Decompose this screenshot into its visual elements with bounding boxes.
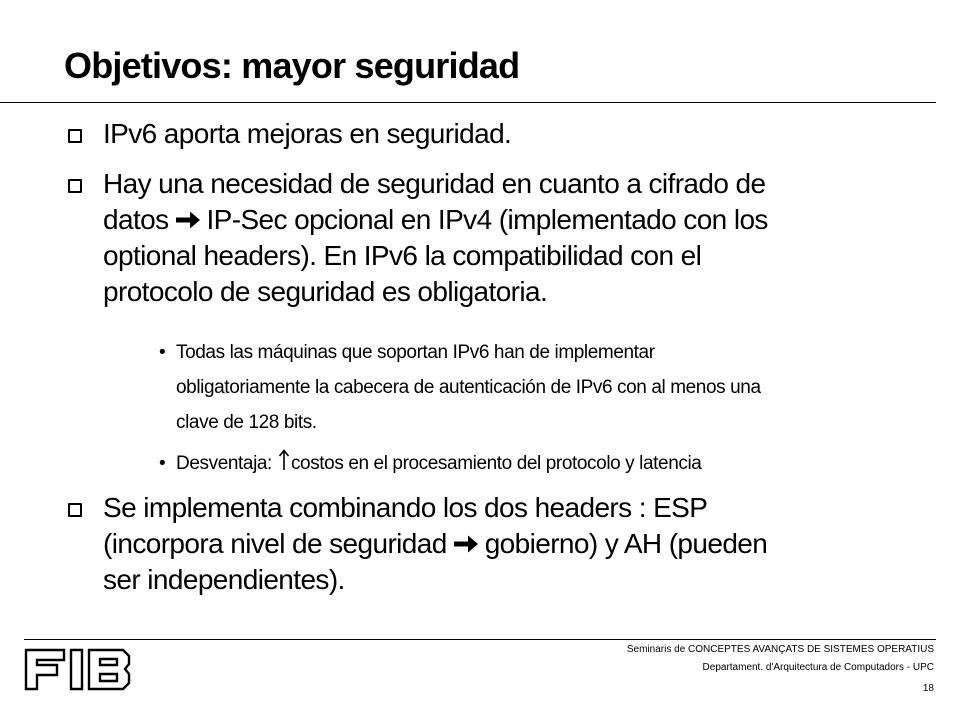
subbullet-2-line-1 <box>176 446 899 481</box>
subbullet-1-line-1: Todas las máquinas que soportan IPv6 han de implementar <box>176 342 655 363</box>
page-number: 18 <box>922 683 934 694</box>
subbullet-2 <box>159 446 899 481</box>
right-arrow-icon <box>453 533 479 555</box>
footer-department: Departament. d'Arquitectura de Computadors - UPC <box>702 662 934 673</box>
bullet-3-line-1: Se implementa combinando los dos headers : ESP <box>103 492 708 523</box>
bullet-2 <box>60 166 930 310</box>
bullet-3-line-2 <box>103 526 930 562</box>
subbullet-1-line-2: obligatoriamente la cabecera de autenticación de IPv6 con al menos una <box>176 377 761 398</box>
bullet-2-line-2-start: datos <box>103 204 169 235</box>
right-arrow-icon <box>175 209 201 231</box>
up-arrow-icon <box>278 449 290 471</box>
bullet-2-line-3: optional headers). En IPv6 la compatibilidad con el <box>103 240 702 271</box>
subbullet-2-rest: costos en el procesamiento del protocolo y latencia <box>290 453 702 474</box>
slide-title: Objetivos: mayor seguridad <box>64 45 520 86</box>
title-divider <box>0 102 936 103</box>
subbullet-1 <box>159 335 899 440</box>
bullet-2-line-1: Hay una necesidad de seguridad en cuanto a cifrado de <box>103 168 766 199</box>
subbullet-1-line-3: clave de 128 bits. <box>176 412 317 433</box>
bullet-1-line-1: IPv6 aporta mejoras en seguridad. <box>103 118 512 149</box>
bullet-2-line-4: protocolo de seguridad es obligatoria. <box>103 276 548 307</box>
fib-logo <box>24 648 134 692</box>
bullet-3-line-2-end: gobierno) y AH (pueden <box>484 528 768 559</box>
bullet-1 <box>60 116 930 152</box>
bullet-3-line-3: ser independientes). <box>103 564 345 595</box>
subbullet-2-label: Desventaja: <box>176 453 272 474</box>
footer-course: Seminaris de CONCEPTES AVANÇATS DE SISTEMES OPERATIUS <box>626 644 934 655</box>
bullet-2-line-2 <box>103 202 930 238</box>
bullet-3-line-2-start: (incorpora nivel de seguridad <box>103 528 447 559</box>
hollow-square-icon <box>68 179 82 193</box>
hollow-square-icon <box>68 503 82 517</box>
bullet-dot: • <box>159 453 166 474</box>
footer-divider <box>24 639 936 640</box>
bullet-dot: • <box>159 342 166 363</box>
hollow-square-icon <box>68 129 82 143</box>
bullet-3 <box>60 490 930 598</box>
bullet-2-line-2-end: IP-Sec opcional en IPv4 (implementado con los <box>206 204 768 235</box>
